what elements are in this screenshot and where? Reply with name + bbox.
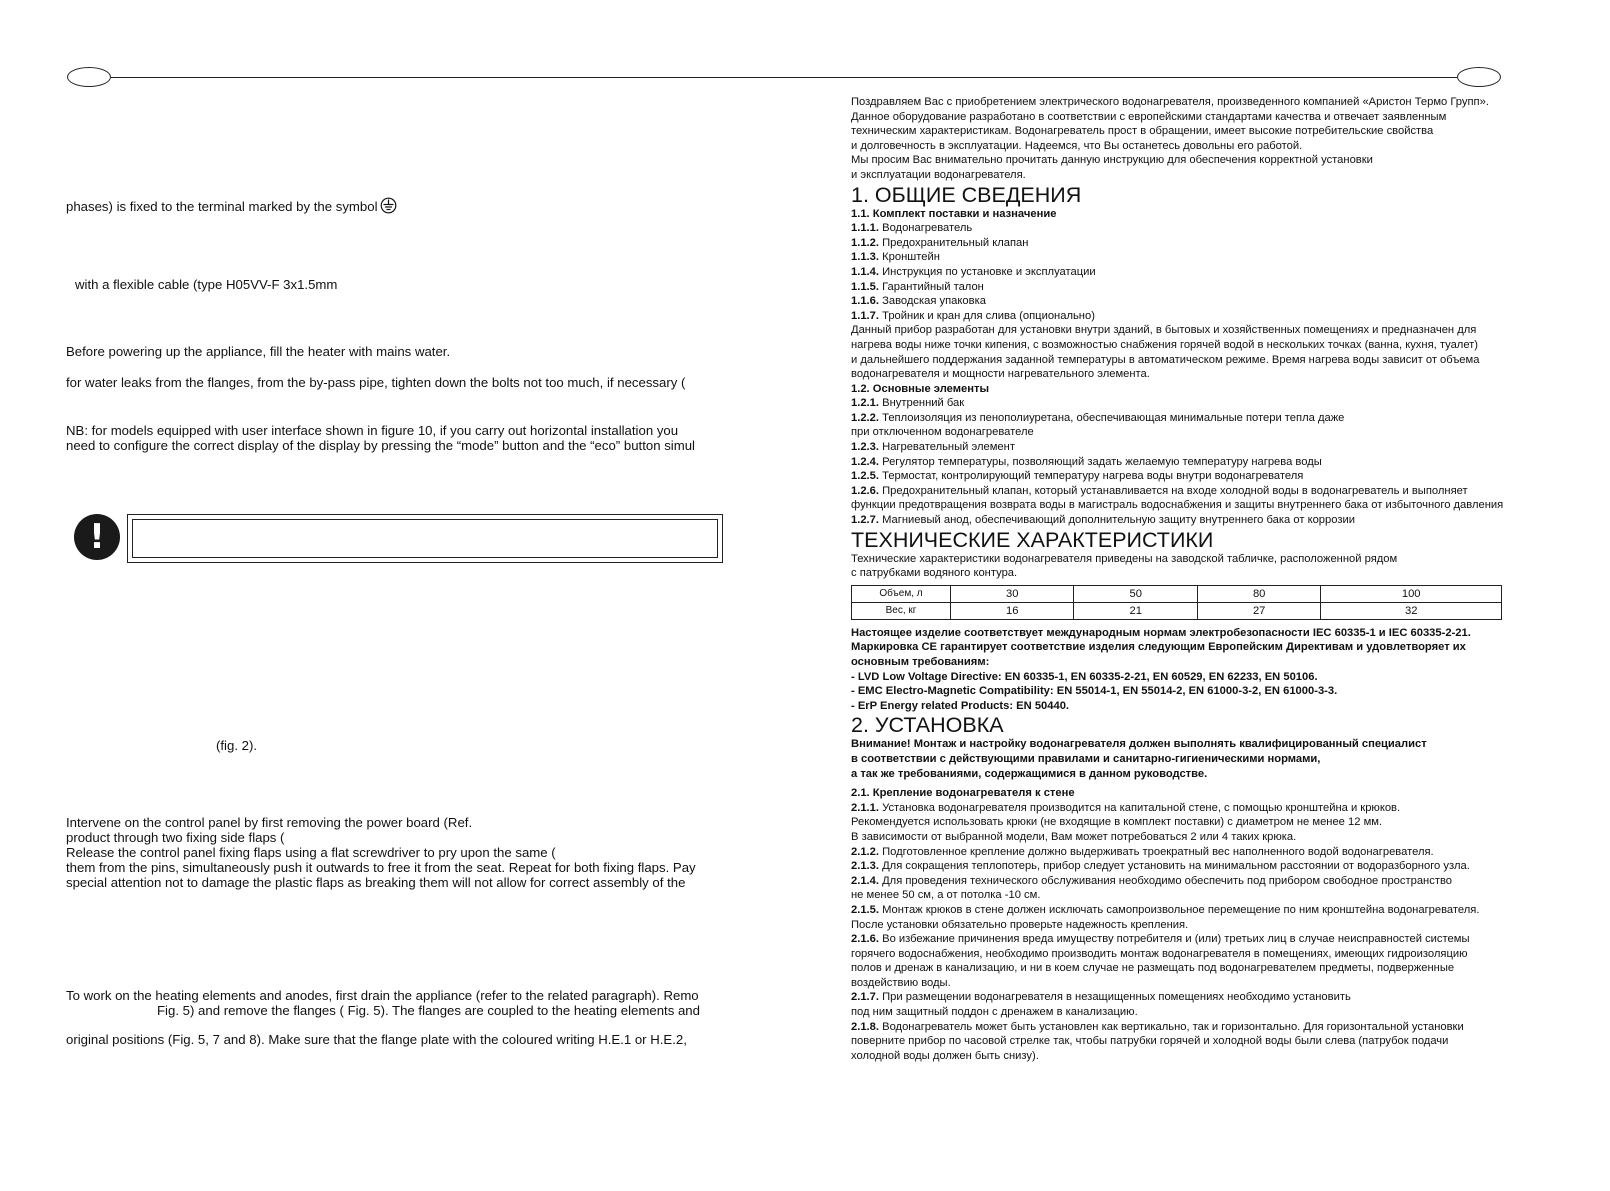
section-1-title: 1. ОБЩИЕ СВЕДЕНИЯ (851, 182, 1082, 207)
item-text: Магниевый анод, обеспечивающий дополнительную защиту внутреннего бака от коррозии (879, 514, 1355, 527)
purpose-line: водонагревателя и мощности нагревательного элемента. (851, 368, 1150, 381)
item-text: под ним защитный поддон с дренажем в канализацию. (851, 1006, 1138, 1019)
fill-heater-text: Before powering up the appliance, fill the heater with mains water. (66, 344, 451, 359)
table-cell: 80 (1197, 585, 1320, 602)
list-item (851, 1020, 1511, 1035)
heating-elements-line-2: Fig. 5) and remove the flanges ( Fig. 5). The flanges are coupled to the heating elements and (157, 1003, 700, 1018)
attention-paragraph (851, 737, 1511, 781)
ground-terminal-line: phases) is fixed to the terminal marked by the symbol (66, 197, 397, 214)
warning-box (127, 514, 723, 563)
list-item (851, 1005, 1511, 1020)
item-text: Инструкция по установке и эксплуатации (879, 265, 1096, 278)
item-number: 2.1.7. (851, 991, 879, 1004)
control-panel-line-5: special attention not to damage the plastic flaps as breaking them will not allow for correct assembly of the (66, 875, 686, 890)
list-item (851, 455, 1511, 470)
list-item (851, 918, 1511, 933)
nb-text-line-1: NB: for models equipped with user interface shown in figure 10, if you carry out horizontal installation you (66, 423, 679, 438)
section-2-title: 2. УСТАНОВКА (851, 713, 1004, 738)
item-text: при отключенном водонагревателе (851, 426, 1034, 439)
right-page-column (851, 95, 1511, 1063)
attention-line: а так же требованиями, содержащимися в данном руководстве. (851, 767, 1208, 780)
item-text: Кронштейн (879, 251, 940, 264)
item-text: В зависимости от выбранной модели, Вам может потребоваться 2 или 4 таких крюка. (851, 830, 1297, 843)
list-item (851, 976, 1511, 991)
purpose-line: нагрева воды ниже точки кипения, с возможностью снабжения горячей водой в нескольких точках (ванна, кухня, туалет) (851, 338, 1479, 351)
attention-line: в соответствии с действующими правилами и санитарно-гигиеническими нормами, (851, 752, 1321, 765)
list-item (851, 888, 1511, 903)
item-text: Внутренний бак (879, 397, 965, 410)
cable-text: with a flexible cable (type H05VV-F 3x1.5mm (75, 277, 338, 292)
table-cell: Объем, л (852, 585, 951, 602)
item-number: 1.2.7. (851, 514, 879, 527)
list-item (851, 280, 1511, 295)
tech-title: ТЕХНИЧЕСКИЕ ХАРАКТЕРИСТИКИ (851, 527, 1214, 552)
table-cell: 21 (1074, 602, 1197, 619)
nb-text-line-2: need to configure the correct display of the display by pressing the “mode” button and the “eco” button simul (66, 438, 695, 453)
list-item (851, 294, 1511, 309)
compliance-line: - ErP Energy related Products: EN 50440. (851, 699, 1070, 712)
purpose-paragraph (851, 323, 1511, 381)
table-cell: 50 (1074, 585, 1197, 602)
mounting-list (851, 801, 1511, 1064)
item-number: 1.2.2. (851, 411, 879, 424)
right-page-number-oval (1457, 67, 1501, 87)
original-positions-text: original positions (Fig. 5, 7 and 8). Make sure that the flange plate with the coloured writing H.E.1 or H.E.2, (66, 1032, 687, 1047)
item-text: воздействию воды. (851, 976, 951, 989)
item-number: 1.2.3. (851, 441, 879, 454)
item-text: полов и дренаж в канализацию, и ни в коем случае не размещать под водонагревателем предметы, подверженные (851, 962, 1455, 975)
item-text: Предохранительный клапан (879, 236, 1029, 249)
table-cell: 27 (1197, 602, 1320, 619)
list-item (851, 396, 1511, 411)
item-number: 1.1.5. (851, 280, 879, 293)
item-text: Водонагреватель может быть установлен как вертикально, так и горизонтально. Для горизонтальной установки (879, 1020, 1464, 1033)
list-item (851, 830, 1511, 845)
item-number: 1.1.7. (851, 309, 879, 322)
list-item (851, 221, 1511, 236)
table-cell: 30 (951, 585, 1074, 602)
item-number: 1.1.1. (851, 222, 879, 235)
item-number: 2.1.5. (851, 903, 879, 916)
list-item (851, 859, 1511, 874)
item-number: 1.1.4. (851, 265, 879, 278)
item-number: 2.1.2. (851, 845, 879, 858)
purpose-line: и дальнейшего поддержания заданной температуры в автоматическом режиме. Время нагрева воды зависит от объема (851, 353, 1480, 366)
item-text: функции предотвращения возврата воды в магистраль водоснабжения и защиты внутреннего бака от избыточного давления (851, 499, 1504, 512)
item-text: Установка водонагревателя производится на капитальной стене, с помощью кронштейна и крюков. (879, 801, 1401, 814)
item-text: Во избежание причинения вреда имуществу потребителя и (или) третьих лиц в случае неисправностей системы (879, 933, 1470, 946)
item-number: 2.1.3. (851, 860, 879, 873)
spec-table (851, 585, 1502, 620)
subsection-1-1-title: 1.1. Комплект поставки и назначение (851, 207, 1057, 220)
elements-list (851, 396, 1511, 527)
item-text: Подготовленное крепление должно выдерживать троекратный вес наполненного водой водонагревателя. (879, 845, 1434, 858)
intro-paragraph (851, 95, 1511, 183)
item-text: холодной воды должен быть снизу). (851, 1049, 1039, 1062)
list-item (851, 513, 1511, 528)
intro-line: Мы просим Вас внимательно прочитать данную инструкцию для обеспечения корректной установки (851, 154, 1373, 167)
compliance-line: - EMC Electro-Magnetic Compatibility: EN 55014-1, EN 55014-2, EN 61000-3-2, EN 61000-3-3. (851, 685, 1338, 698)
list-item (851, 932, 1511, 947)
item-text: Термостат, контролирующий температуру нагрева воды внутри водонагревателя (879, 470, 1304, 483)
list-item (851, 440, 1511, 455)
list-item (851, 1049, 1511, 1064)
item-text: Регулятор температуры, позволяющий задать желаемую температуру нагрева воды (879, 455, 1322, 468)
item-number: 1.2.1. (851, 397, 879, 410)
item-number: 2.1.6. (851, 933, 879, 946)
list-item (851, 236, 1511, 251)
attention-line: Внимание! Монтаж и настройку водонагревателя должен выполнять квалифицированный специалист (851, 738, 1427, 751)
item-text: поверните прибор по часовой стрелке так, чтобы патрубки горячей и холодной воды были слева (патрубок подачи (851, 1035, 1449, 1048)
intro-line: Поздравляем Вас с приобретением электрического водонагревателя, произведенного компанией «Аристон Термо Групп». (851, 96, 1489, 108)
item-number: 1.1.3. (851, 251, 879, 264)
item-text: Тройник и кран для слива (опционально) (879, 309, 1095, 322)
list-item (851, 1034, 1511, 1049)
tech-text-line: Технические характеристики водонагревателя приведены на заводской табличке, расположенной рядом (851, 552, 1398, 565)
intro-line: Данное оборудование разработано в соответствии с европейскими стандартами качества и отвечает заявленным (851, 110, 1447, 123)
item-text: Для сокращения теплопотерь, прибор следует установить на минимальном расстоянии от водоразборного узла. (879, 860, 1470, 873)
intro-line: техническим характеристикам. Водонагреватель прост в обращении, имеет высокие потребительские свойства (851, 125, 1434, 138)
item-text: Водонагреватель (879, 222, 973, 235)
table-cell: 32 (1321, 602, 1502, 619)
subsection-1-2-title: 1.2. Основные элементы (851, 382, 990, 395)
list-item (851, 874, 1511, 889)
list-item (851, 498, 1511, 513)
item-number: 1.1.2. (851, 236, 879, 249)
supply-list (851, 221, 1511, 323)
item-text: Для проведения технического обслуживания необходимо обеспечить под прибором свободное пространство (879, 874, 1452, 887)
fig-2-reference: (fig. 2). (216, 738, 258, 753)
list-item (851, 990, 1511, 1005)
leak-check-text: for water leaks from the flanges, from the by-pass pipe, tighten down the bolts not too much, if necessary ( (66, 375, 686, 390)
list-item (851, 469, 1511, 484)
heating-elements-line-1: To work on the heating elements and anodes, first drain the appliance (refer to the related paragraph). Remo (66, 988, 699, 1003)
item-number: 1.1.6. (851, 295, 879, 308)
compliance-line: Маркировка СЕ гарантирует соответствие изделия следующим Европейским Директивам и удовлетворяет их (851, 641, 1466, 654)
item-text: При размещении водонагревателя в незащищенных помещениях необходимо установить (879, 991, 1351, 1004)
compliance-line: - LVD Low Voltage Directive: EN 60335-1, EN 60335-2-21, EN 60529, EN 62233, EN 50106. (851, 670, 1318, 683)
table-row (852, 585, 1502, 602)
table-row (852, 602, 1502, 619)
item-text: Заводская упаковка (879, 295, 986, 308)
intro-line: и эксплуатации водонагревателя. (851, 168, 1026, 181)
list-item (851, 815, 1511, 830)
table-cell: Вес, кг (852, 602, 951, 619)
item-number: 2.1.4. (851, 874, 879, 887)
item-number: 1.2.5. (851, 470, 879, 483)
item-number: 2.1.8. (851, 1020, 879, 1033)
subsection-2-1-title: 2.1. Крепление водонагревателя к стене (851, 787, 1075, 800)
item-number: 1.2.6. (851, 484, 879, 497)
purpose-line: Данный прибор разработан для установки внутри зданий, в бытовых и хозяйственных помещениях и предназначен для (851, 324, 1477, 337)
item-text: не менее 50 см, а от потолка -10 см. (851, 889, 1041, 902)
list-item (851, 309, 1511, 324)
list-item (851, 265, 1511, 280)
control-panel-line-2: product through two fixing side flaps ( (66, 830, 285, 845)
list-item (851, 801, 1511, 816)
compliance-line: Настоящее изделие соответствует международным нормам электробезопасности IEC 60335-1 и IEC 60335-2-21. (851, 626, 1471, 639)
item-text: Предохранительный клапан, который устанавливается на входе холодной воды в водонагреватель и выполняет (879, 484, 1468, 497)
control-panel-line-3: Release the control panel fixing flaps using a flat screwdriver to pry upon the same ( (66, 845, 556, 860)
item-text: Нагревательный элемент (879, 441, 1015, 454)
intro-line: и долговечность в эксплуатации. Надеемся, что Вы останетесь довольны его работой. (851, 139, 1303, 152)
list-item (851, 250, 1511, 265)
tech-text-line: с патрубками водяного контура. (851, 567, 1018, 580)
control-panel-line-4: them from the pins, simultaneously push it outwards to free it from the seat. Repeat for both fixing flaps. Pay (66, 860, 696, 875)
list-item (851, 484, 1511, 499)
table-cell: 16 (951, 602, 1074, 619)
item-text: Рекомендуется использовать крюки (не входящие в комплект поставки) с диаметром не менее 12 мм. (851, 816, 1383, 829)
list-item (851, 425, 1511, 440)
list-item (851, 411, 1511, 426)
exclamation-icon: ! (74, 514, 120, 560)
control-panel-line-1: Intervene on the control panel by first removing the power board (Ref. (66, 815, 473, 830)
earth-ground-icon (380, 197, 397, 214)
item-text: Гарантийный талон (879, 280, 984, 293)
left-page-number-oval (67, 67, 111, 87)
list-item (851, 961, 1511, 976)
list-item (851, 903, 1511, 918)
list-item (851, 845, 1511, 860)
item-text: Теплоизоляция из пенополиуретана, обеспечивающая минимальные потери тепла даже (879, 411, 1345, 424)
item-number: 1.2.4. (851, 455, 879, 468)
item-number: 2.1.1. (851, 801, 879, 814)
list-item (851, 947, 1511, 962)
header-rule (111, 77, 1457, 78)
compliance-paragraph (851, 626, 1511, 714)
item-text: горячего водоснабжения, необходимо производить монтаж водонагревателя в помещениях, имеющих гидроизоляцию (851, 947, 1468, 960)
item-text: После установки обязательно проверьте надежность крепления. (851, 918, 1189, 931)
item-text: Монтаж крюков в стене должен исключать самопроизвольное перемещение по ним кронштейна водонагревателя. (879, 903, 1480, 916)
compliance-line: основным требованиям: (851, 656, 990, 668)
table-cell: 100 (1321, 585, 1502, 602)
